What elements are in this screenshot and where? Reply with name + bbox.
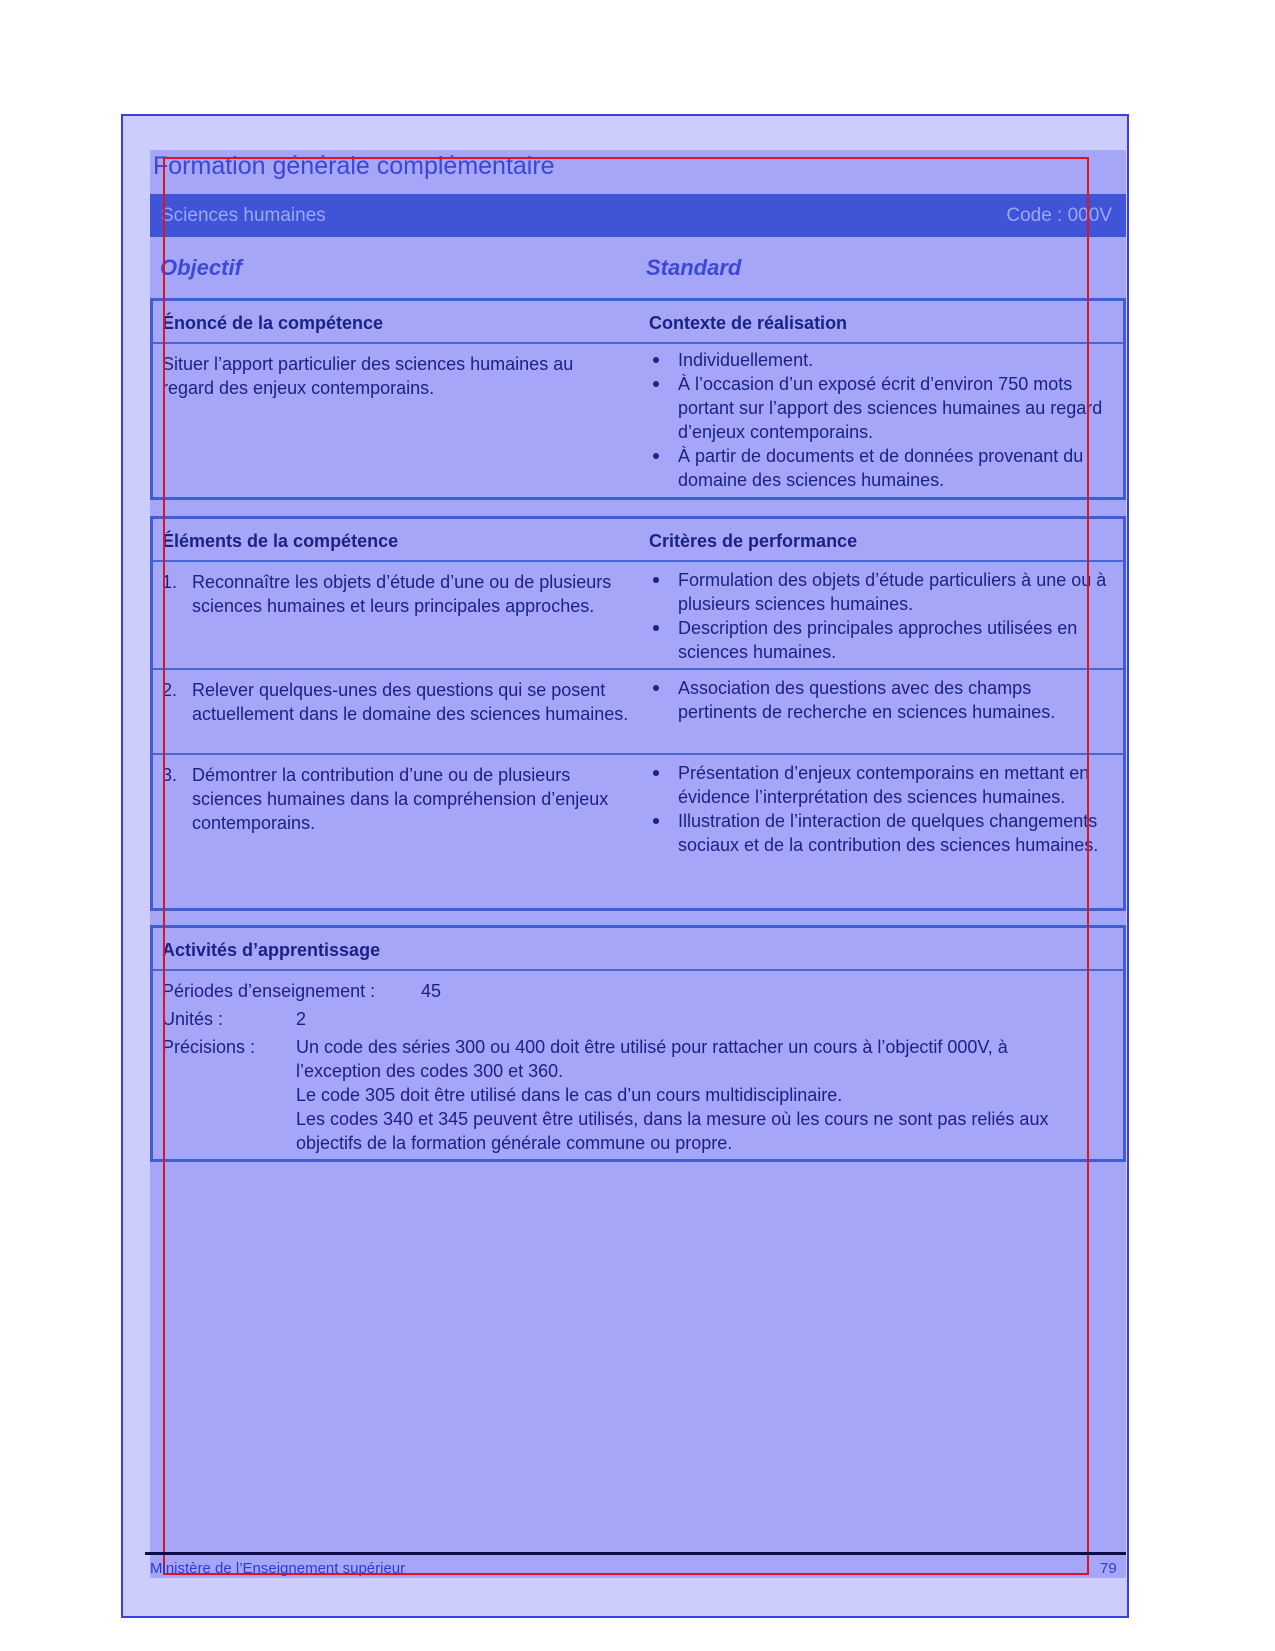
precision-item: Le code 305 doit être utilisé dans le cas d’un cours multidisciplinaire.	[296, 1085, 843, 1105]
elements-heading: Éléments de la compétence	[162, 531, 399, 551]
periodes-value: 45	[421, 981, 442, 1001]
precisions-text	[296, 1035, 1096, 1155]
unites-value: 2	[296, 1009, 307, 1029]
criteria-list	[649, 676, 1109, 724]
activites-box	[150, 925, 1126, 1162]
criterion-item: Description des principales approches utilisées en sciences humaines.	[649, 616, 1109, 664]
element-row	[153, 753, 1123, 908]
criterion-item: Formulation des objets d’étude particuliers à une ou à plusieurs sciences humaines.	[649, 568, 1109, 616]
context-list	[649, 348, 1109, 492]
subject-name: Sciences humaines	[161, 205, 326, 226]
periodes-label: Périodes d’enseignement :	[162, 981, 376, 1001]
criteria-list	[649, 568, 1109, 664]
enonce-heading: Énoncé de la compétence	[162, 313, 384, 333]
element-number: 1.	[162, 572, 178, 592]
element-description: Démontrer la contribution d’une ou de plusieurs sciences humaines dans la compréhension d’enjeux contemporains.	[192, 765, 609, 833]
page-title: Formation générale complémentaire	[153, 152, 555, 180]
context-item: À partir de documents et de données provenant du domaine des sciences humaines.	[649, 444, 1109, 492]
enonce-box-header	[153, 301, 1123, 344]
objectif-heading: Objectif	[160, 255, 242, 280]
criteres-heading: Critères de performance	[649, 531, 858, 551]
criterion-item: Illustration de l’interaction de quelques changements sociaux et de la contribution des sciences humaines.	[649, 809, 1109, 857]
activites-box-header	[153, 928, 1123, 971]
precisions-label: Précisions :	[162, 1037, 256, 1057]
element-row	[153, 668, 1123, 753]
enonce-box	[150, 298, 1126, 500]
element-description: Relever quelques-unes des questions qui se posent actuellement dans le domaine des sciences humaines.	[192, 680, 629, 724]
subject-banner	[150, 194, 1126, 237]
element-number: 3.	[162, 765, 178, 785]
subject-code: Code : 000V	[1006, 205, 1112, 226]
contexte-heading: Contexte de réalisation	[649, 313, 848, 333]
activites-body	[153, 971, 1123, 1156]
precision-item: Un code des séries 300 ou 400 doit être utilisé pour rattacher un cours à l’objectif 000V, à l’exception des codes 300 et 360.	[296, 1037, 1008, 1081]
criteria-list	[649, 761, 1109, 857]
enonce-row	[153, 344, 1123, 494]
precision-item: Les codes 340 et 345 peuvent être utilisés, dans la mesure où les cours ne sont pas reliés aux objectifs de la formation générale commune ou propre.	[296, 1109, 1049, 1153]
criterion-item: Présentation d’enjeux contemporains en mettant en évidence l’interprétation des sciences humaines.	[649, 761, 1109, 809]
context-item: À l’occasion d’un exposé écrit d’environ 750 mots portant sur l’apport des sciences humaines au regard d’enjeux contemporains.	[649, 372, 1109, 444]
element-row	[153, 562, 1123, 668]
unites-label: Unités :	[162, 1009, 224, 1029]
element-text	[162, 678, 632, 726]
context-item: Individuellement.	[649, 348, 1109, 372]
element-text	[162, 570, 632, 618]
standard-heading: Standard	[646, 255, 742, 280]
elements-box	[150, 516, 1126, 911]
element-description: Reconnaître les objets d’étude d’une ou de plusieurs sciences humaines et leurs principales approches.	[192, 572, 612, 616]
footer-ministry: Ministère de l’Enseignement supérieur	[150, 1560, 406, 1577]
element-text	[162, 763, 632, 835]
element-number: 2.	[162, 680, 178, 700]
competence-statement: Situer l’apport particulier des sciences humaines au regard des enjeux contemporains.	[162, 354, 574, 398]
elements-box-header	[153, 519, 1123, 562]
criterion-item: Association des questions avec des champs pertinents de recherche en sciences humaines.	[649, 676, 1109, 724]
footer-rule	[145, 1552, 1126, 1555]
page-number: 79	[1100, 1560, 1117, 1577]
activites-heading: Activités d’apprentissage	[162, 940, 381, 960]
